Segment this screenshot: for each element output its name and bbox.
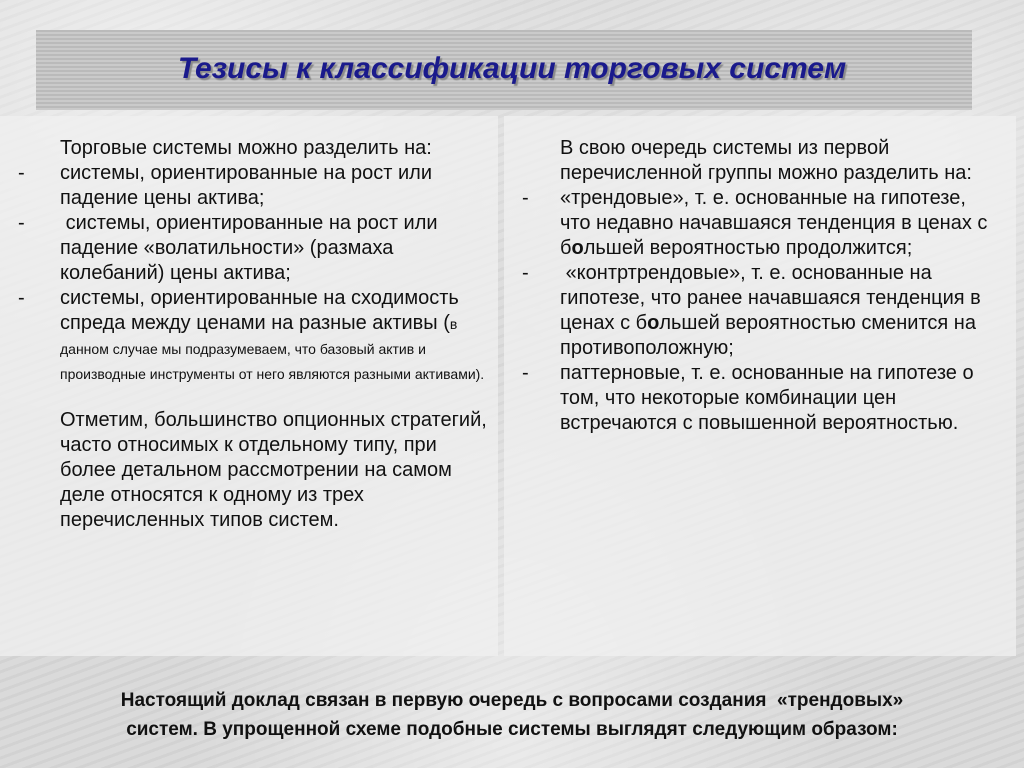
bullet-dash: -: [18, 287, 25, 309]
right-item1-text-a: «трендовые», т. е. основанные на гипотезе, что недавно начавшаяся тенденция в ценах с б: [560, 187, 988, 259]
footer-line-1: Настоящий доклад связан в первую очередь с вопросами создания «трендовых»: [120, 690, 904, 711]
left-list-item-text: системы, ориентированные на рост или падение «волатильности» (размаха колебаний) цены актива;: [60, 212, 444, 284]
right-item1-bold-letter: о: [571, 237, 584, 259]
left-list-item-3: [18, 286, 490, 386]
right-list-item-1: [522, 186, 1000, 261]
left-list-item-1: [18, 161, 490, 211]
bullet-dash: -: [522, 362, 529, 384]
left-list-item-text: системы, ориентированные на рост или падение цены актива;: [60, 162, 433, 209]
bullet-dash: -: [522, 187, 529, 209]
left-note-paragraph: Отметим, большинство опционных стратегий, часто относимых к отдельному типу, при более детальном рассмотрении на самом деле относятся к одному из трех перечисленных типов систем.: [60, 409, 487, 531]
slide-title: Тезисы к классификации торговых систем: [177, 52, 847, 85]
left-list-item-2: [18, 211, 490, 286]
right-intro: В свою очередь системы из первой перечисленной группы можно разделить на:: [560, 137, 972, 184]
bullet-dash: -: [522, 262, 529, 284]
left-column: [18, 136, 490, 533]
left-item3-note-text: в данном случае мы подразумеваем, что базовый актив и производные инструменты от него являются разными активами).: [60, 316, 485, 382]
left-list-item-text: [60, 286, 490, 386]
bullet-dash: -: [18, 212, 25, 234]
right-column: [522, 136, 1000, 436]
right-item2-text-a: «контртрендовые», т. е. основанные на гипотезе, что ранее начавшаяся тенденция в ценах с б: [560, 262, 987, 334]
right-item1-text-b: льшей вероятностью продолжится;: [583, 237, 913, 259]
right-list-item-text: [560, 186, 1000, 261]
left-item3-main-text: системы, ориентированные на сходимость спреда между ценами на разные активы (: [60, 287, 459, 334]
right-item2-bold-letter: о: [647, 312, 660, 334]
left-intro: Торговые системы можно разделить на:: [60, 137, 432, 159]
right-item2-text-b: льшей вероятностью сменится на противоположную;: [560, 312, 982, 359]
right-list-item-text: паттерновые, т. е. основанные на гипотезе о том, что некоторые комбинации цен встречаются с повышенной вероятностью.: [560, 362, 974, 434]
footer-text: [0, 686, 1024, 744]
right-list-item-3: [522, 361, 1000, 436]
footer-line-2: систем. В упрощенной схеме подобные системы выглядят следующим образом:: [126, 719, 898, 740]
right-list-item-2: [522, 261, 1000, 361]
right-list-item-text: [560, 261, 1000, 361]
bullet-dash: -: [18, 162, 25, 184]
